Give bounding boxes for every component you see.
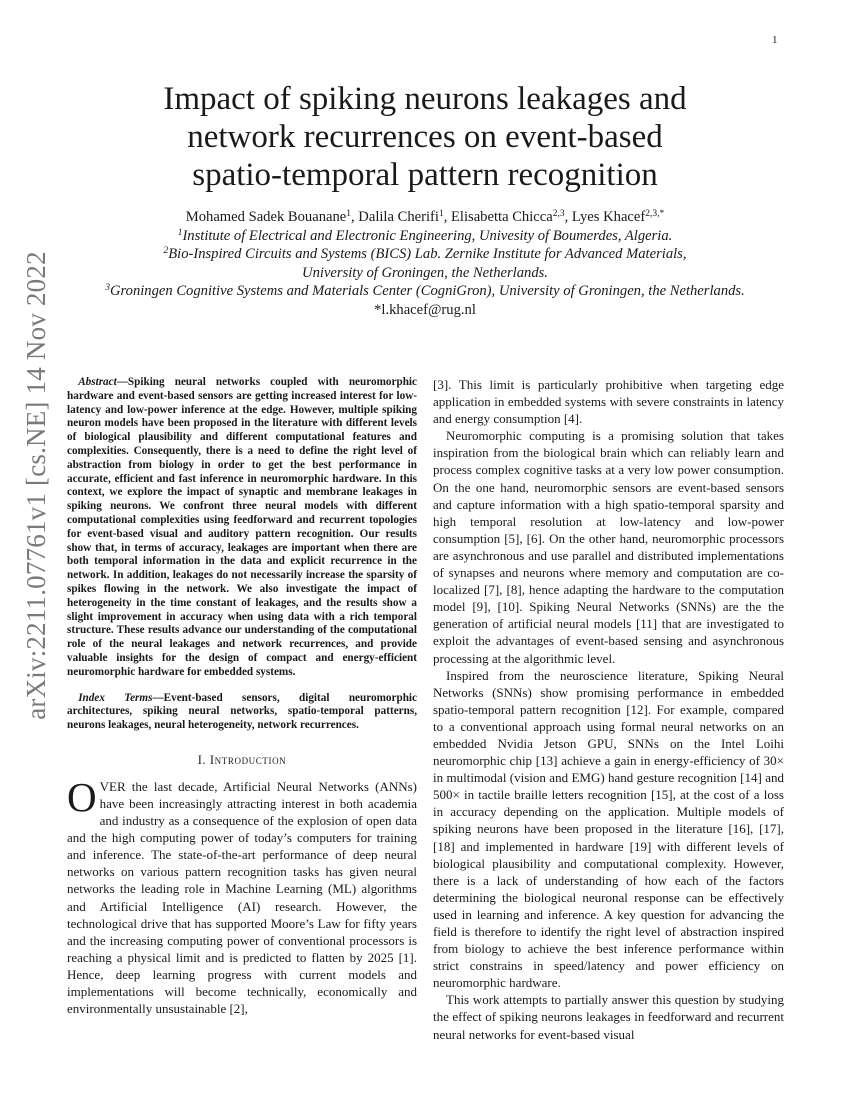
- affiliation-1: $^1$Institute of Electrical and Electronic Engineering, Univesity of Boumerdes, Algeria.: [177, 227, 673, 244]
- section-heading-introduction: I. Introduction: [197, 752, 287, 767]
- abstract: [67, 376, 417, 680]
- author-block: [60, 208, 790, 319]
- intro-paragraph-1-continued: [3]. This limit is particularly prohibitive when targeting edge application in embedded systems with severe constraints in latency and energy consumption [4].: [433, 377, 784, 427]
- contact-email: *l.khacef@rug.nl: [374, 301, 476, 318]
- arxiv-stamp: [20, 250, 51, 720]
- arxiv-stamp-text: arXiv:2211.07761v1 [cs.NE] 14 Nov 2022: [20, 250, 51, 720]
- author-list: [60, 208, 790, 227]
- right-column: [433, 376, 784, 1043]
- author-name: , Lyes Khacef: [564, 209, 646, 225]
- intro-paragraph-3: Inspired from the neuroscience literature, Spiking Neural Networks (SNNs) show promising performance in embedded spatio-temporal pattern recognition [12]. For example, compared to a conventional approach using formal neural networks on an embedded Nvidia Jetson GPU, SNNs on the Intel Loihi neuromorphic chip [13] achieve a gain in energy-efficiency of 30× in multimodal (vision and EMG) hand gesture recognition [14] and 500× in tactile braille letters recognition [15], at the cost of a loss in accuracy depending on the application. Multiple models of spiking neurons have been proposed in the literature [16], [17], [18] and implemented in hardware [19] with different levels of biological plausibility and computational complexity. However, there is a lack of understanding of how each of the factors determining the biological neuronal response can be effectively used in learning and inference. A key question for advancing the field is therefore to identify the right level of abstraction inspired from biology to achieve the best inference performance within strict constrains in speed/latency and power efficiency on neuromorphic hardware.: [433, 667, 784, 991]
- index-terms-text: —Event-based sensors, digital neuromorphic architectures, spiking neural networks, spatio-temporal patterns, neurons leakages, neural heterogeneity, network recurrences.: [67, 691, 417, 732]
- affiliation-2-continued: University of Groningen, the Netherlands.: [302, 264, 548, 281]
- author-affiliation-mark: 2,3,*: [645, 209, 665, 219]
- intro-paragraph-4: This work attempts to partially answer this question by studying the effect of spiking neurons leakages in feedforward and recurrent neural networks for event-based visual: [433, 992, 784, 1042]
- affiliation-2: $^2$Bio-Inspired Circuits and Systems (BICS) Lab. Zernike Institute for Advanced Materials,: [163, 246, 687, 262]
- author-affiliation-mark: 2,3: [552, 209, 565, 219]
- title-line: spatio-temporal pattern recognition: [192, 157, 658, 193]
- title-line: Impact of spiking neurons leakages and: [163, 81, 687, 117]
- intro-paragraph-2: Neuromorphic computing is a promising solution that takes inspiration from the biological brain which can reliably learn and process complex cognitive tasks at a very low power consumption. On the one hand, neuromorphic sensors are event-based sensors and capture information with a high spatio-temporal sparsity and high temporal resolution at low-latency and low-power consumption [5], [6]. On the other hand, neuromorphic processors are asynchronous and use parallel and distributed implementations of synapses and neurons where memory and computation are co-localized [7], [8], hence adapting the hardware to the computation model [9], [10]. Spiking Neural Networks (SNNs) are the the generation of artificial neural models [11] that are investigated to exploit the advantages of event-based sensing and asynchronous processing at the algorithmic level.: [433, 428, 784, 666]
- author-name: Mohamed Sadek Bouanane: [185, 209, 347, 225]
- intro-paragraph-1: OVER the last decade, Artificial Neural Networks (ANNs) have been increasingly attracting interest in both academia and industry as a consequence of the explosion of open data and the high computing power of today’s computers for training and inference. The state-of-the-art performance of deep neural networks on various pattern recognition tasks has given neural networks the leading role in Machine Learning (ML) algorithms and Artificial Intelligence (AI) research. However, the technological drive that has supported Moore’s Law for fifty years and the increasing computing power of conventional processors is reaching a physical limit and is predicted to flatten by 2025 [1]. Hence, deep learning progress with current models and implementations will become technically, economically and environmentally unsustainable [2],: [67, 773, 417, 1017]
- page-number: 1: [772, 34, 778, 46]
- author-affiliation-mark: 1: [438, 209, 444, 219]
- affiliation-3: $^3$Groningen Cognitive Systems and Materials Center (CogniGron), University of Groningen, the Netherlands.: [105, 283, 745, 299]
- drop-cap: O: [67, 773, 97, 820]
- author-affiliation-mark: 1: [346, 209, 351, 219]
- index-terms: [67, 692, 417, 733]
- abstract-text: —Spiking neural networks coupled with neuromorphic hardware and event-based sensors are getting increased interest for low-latency and low-power inference at the edge. However, multiple spiking neuron models have been proposed in the literature with different levels of biological plausibility and different computational features and complexities. Consequently, there is a need to define the right level of abstraction from biology in order to get the best performance in accurate, efficient and fast inference in neuromorphic hardware. In this context, we explore the impact of synaptic and membrane leakages in spiking neurons. We confront three neural models with different computational complexities using feedforward and recurrent topologies for event-based visual and auditory pattern recognition. Our results show that, in terms of accuracy, leakages are important when there are both temporal information in the data and explicit recurrence in the network. In addition, leakages do not necessarily increase the sparsity of spikes flowing in the network. We also investigate the impact of heterogeneity in the time constant of leakages, and the results show a slight improvement in accuracy when using data with a rich temporal structure. These results advance our understanding of the computational role of the neural leakages and network recurrences, and provide valuable insights for the design of compact and energy-efficient neuromorphic hardware for embedded systems.: [67, 376, 417, 678]
- left-column: [67, 376, 417, 1017]
- author-name: , Elisabetta Chicca: [443, 209, 553, 225]
- title-line: network recurrences on event-based: [187, 119, 663, 155]
- abstract-heading: Abstract: [78, 376, 117, 388]
- index-terms-heading: Index Terms: [78, 691, 153, 704]
- paper-title: [110, 80, 740, 194]
- author-name: , Dalila Cherifi: [351, 209, 439, 225]
